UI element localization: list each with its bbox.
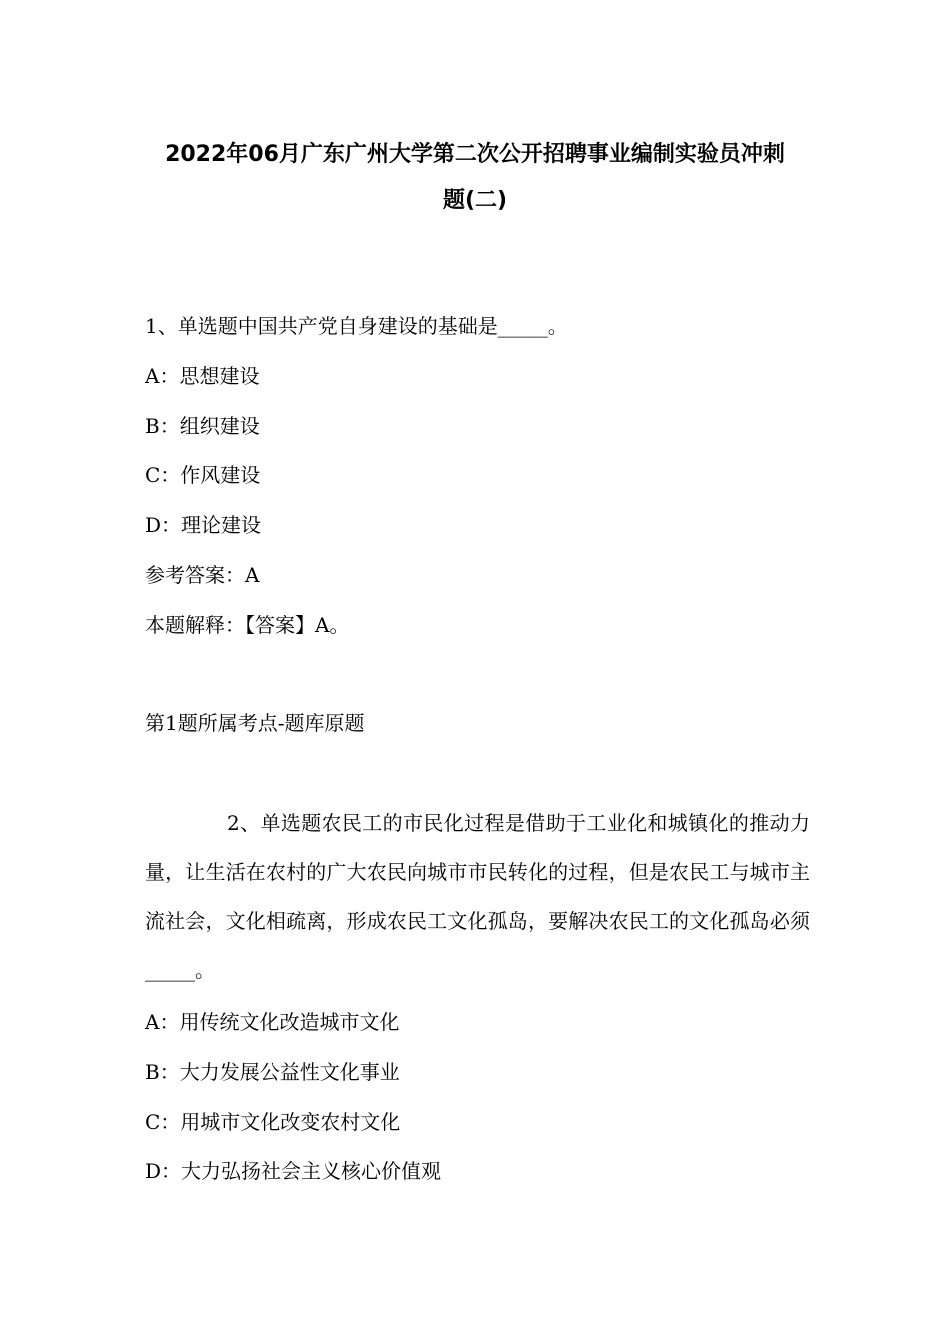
question-2-stem: 2、单选题农民工的市民化过程是借助于工业化和城镇化的推动力量，让生活在农村的广大农民向城市市民转化的过程，但是农民工与城市主流社会，文化相疏离，形成农民工文化孤岛，要解决农民工的文化孤岛必须_____。 xyxy=(145,811,810,982)
question-1-option-c: C：作风建设 xyxy=(145,463,261,487)
question-2-option-c: C：用城市文化改变农村文化 xyxy=(145,1110,401,1134)
question-2-option-a: A：用传统文化改造城市文化 xyxy=(145,1010,400,1034)
question-1-option-d: D：理论建设 xyxy=(145,513,262,537)
question-1-stem: 1、单选题中国共产党自身建设的基础是_____。 xyxy=(145,314,568,338)
question-2-option-b: B：大力发展公益性文化事业 xyxy=(145,1060,400,1084)
question-1-answer: 参考答案：A xyxy=(145,563,260,587)
question-1-topic: 第1题所属考点-题库原题 xyxy=(145,711,365,735)
question-1-option-b: B：组织建设 xyxy=(145,414,260,438)
question-2-option-d: D：大力弘扬社会主义核心价值观 xyxy=(145,1159,442,1183)
document-title-line-1: 2022年06月广东广州大学第二次公开招聘事业编制实验员冲刺 xyxy=(165,142,785,167)
question-1-option-a: A：思想建设 xyxy=(145,364,260,388)
document-title-line-2: 题(二) xyxy=(442,188,508,213)
question-1-explanation: 本题解释：【答案】A。 xyxy=(145,613,350,637)
